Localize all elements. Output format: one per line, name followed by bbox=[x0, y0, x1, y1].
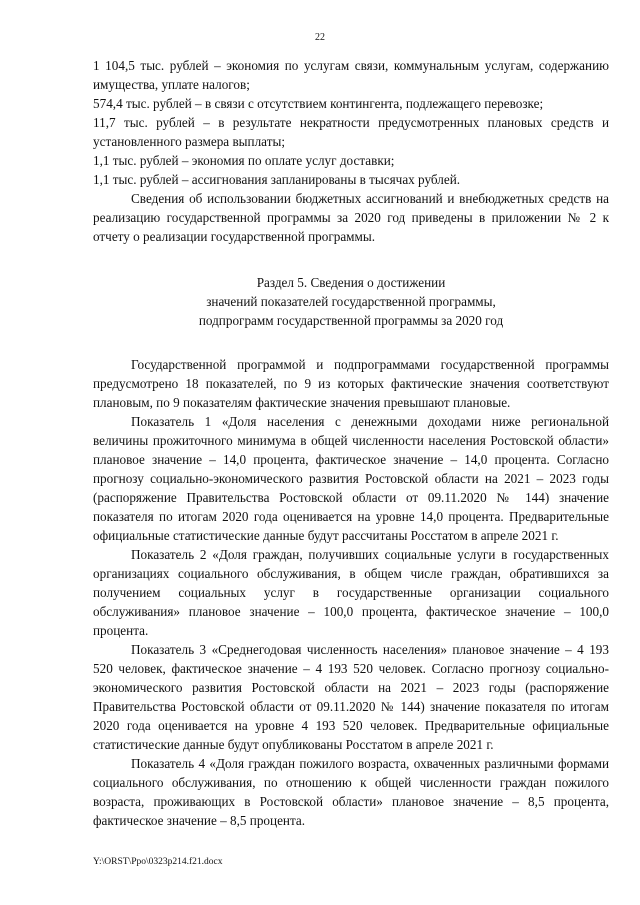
paragraph-thousands-rubles: 1,1 тыс. рублей – ассигнования запланированы в тысячах рублей. bbox=[93, 172, 461, 187]
paragraph-no-contingent: 574,4 тыс. рублей – в связи с отсутствием контингента, подлежащего перевозке; bbox=[93, 96, 544, 111]
page-number: 22 bbox=[315, 32, 325, 43]
paragraph-budget-usage: Сведения об использовании бюджетных ассигнований и внебюджетных средств на реализацию государственной программы за 2020 год приведены в приложении № 2 к отчету о реализации государственной программы. bbox=[93, 191, 609, 244]
section-title bbox=[93, 273, 609, 330]
section-title-line-3: подпрограмм государственной программы за 2020 год bbox=[198, 313, 504, 328]
paragraph-indicator-2: Показатель 2 «Доля граждан, получивших социальные услуги в государственных организациях социального обслуживания, в общем числе граждан, обратившихся за получением социальных услуг в государственные организации социального обслуживания» плановое значение – 100,0 процента, фактическое значение – 100,0 процента. bbox=[93, 547, 609, 638]
paragraph-indicator-4: Показатель 4 «Доля граждан пожилого возраста, охваченных различными формами социального обслуживания, по отношению к общей численности граждан пожилого возраста, проживающих в Ростовской области» плановое значение – 8,5 процента, фактическое значение – 8,5 процента. bbox=[93, 756, 609, 828]
paragraph-economy-communications: 1 104,5 тыс. рублей – экономия по услугам связи, коммунальным услугам, содержанию имущества, уплате налогов; bbox=[93, 58, 609, 92]
paragraph-indicator-3: Показатель 3 «Среднегодовая численность населения» плановое значение – 4 193 520 человек, фактическое значение – 4 193 520 человек. Согласно прогнозу социально-экономического развития Ростовской области на 2021 – 2023 годы (распоряжение Правительства Ростовской области от 09.11.2020 № 144) значение показателя по итогам 2020 года оценивается на уровне 4 193 520 человек. Предварительные официальные статистические данные будут опубликованы Росстатом в апреле 2021 г. bbox=[93, 642, 609, 752]
paragraph-indicator-1: Показатель 1 «Доля населения с денежными доходами ниже региональной величины прожиточного минимума в общей численности населения Ростовской области» плановое значение – 14,0 процента, фактическое значение – 14,0 процента. Согласно прогнозу социально-экономического развития Ростовской области на 2021 – 2023 годы (распоряжение Правительства Ростовской области от 09.11.2020 № 144) значение показателя по итогам 2020 года оценивается на уровне 14,0 процента. Предварительные официальные статистические данные будут рассчитаны Росстатом в апреле 2021 г. bbox=[93, 414, 609, 543]
paragraph-indicators-summary: Государственной программой и подпрограммами государственной программы предусмотрено 18 показателей, по 9 из которых фактические значения соответствуют плановым, по 9 показателям фактические значения превышают плановые. bbox=[93, 357, 609, 410]
paragraph-non-multiplicity: 11,7 тыс. рублей – в результате некратности предусмотренных плановых средств и установленного размера выплаты; bbox=[93, 115, 609, 149]
footer-file-path: Y:\ORST\Ppo\0323p214.f21.docx bbox=[93, 857, 223, 867]
section-title-line-2: значений показателей государственной программы, bbox=[206, 294, 496, 309]
section-title-line-1: Раздел 5. Сведения о достижении bbox=[256, 275, 446, 290]
paragraph-delivery-economy: 1,1 тыс. рублей – экономия по оплате услуг доставки; bbox=[93, 153, 395, 168]
document-body bbox=[93, 56, 609, 830]
